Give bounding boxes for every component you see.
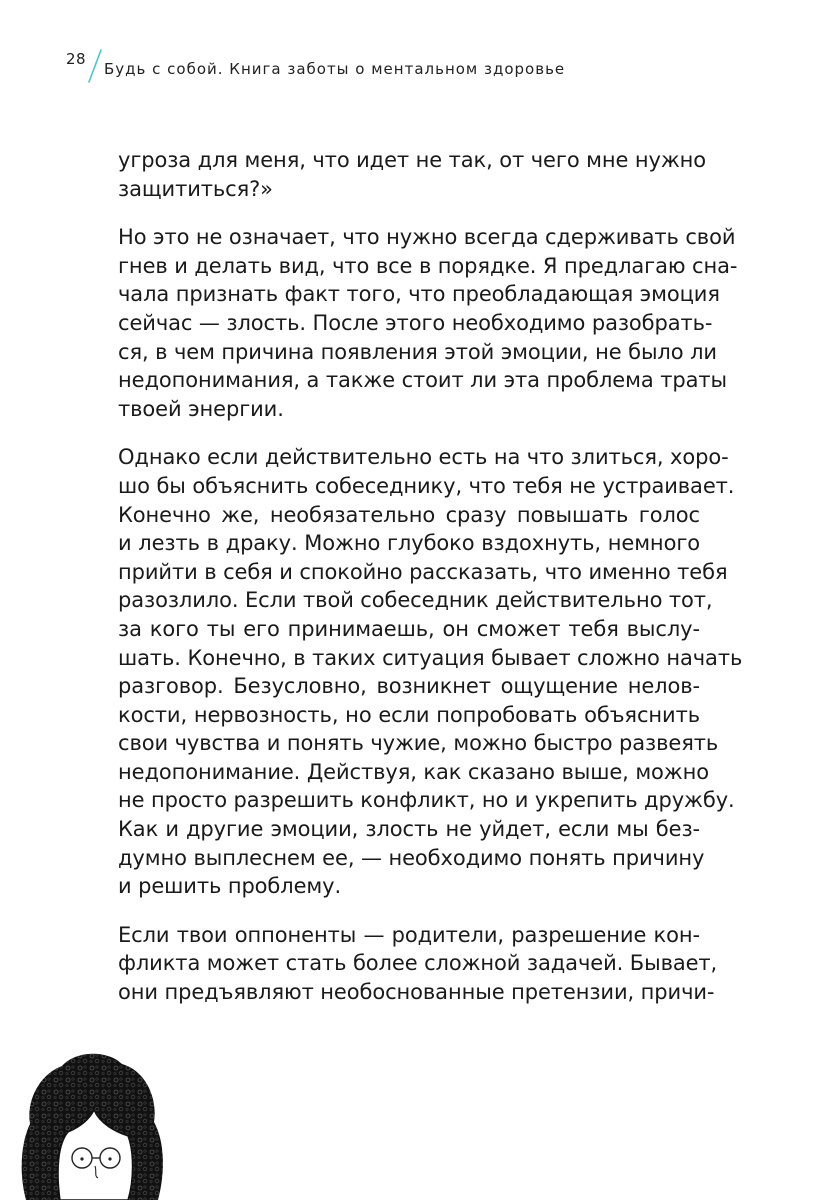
text-line: Конечно же, необязательно сразу повышать голос [118, 502, 700, 527]
text-line: Как и другие эмоции, злость не уйдет, если мы без- [118, 817, 700, 842]
text-line: и лезть в драку. Можно глубоко вздохнуть, немного [118, 531, 700, 556]
text-line: недопонимания, а также стоит ли эта проблема траты [118, 368, 727, 393]
girl-with-glasses-illustration [16, 1040, 166, 1200]
header-slash-divider [86, 48, 104, 84]
text-line: твоей энергии. [118, 396, 284, 421]
text-line: недопонимание. Действуя, как сказано выше, можно [118, 759, 710, 784]
text-line: разговор. Безусловно, возникнет ощущение нелов- [118, 674, 700, 699]
text-line: свои чувства и понять чужие, можно быстро развеять [118, 731, 719, 756]
paragraph [118, 921, 718, 1007]
paragraph [118, 146, 707, 203]
text-line: шо бы объяснить собеседнику, что тебя не устраивает. [118, 473, 735, 498]
text-line: и решить проблему. [118, 874, 342, 899]
text-line: сейчас — злость. После этого необходимо разобрать- [118, 310, 713, 335]
body-text [118, 146, 743, 1027]
text-line: шать. Конечно, в таких ситуация бывает сложно начать [118, 645, 743, 670]
text-line: чала признать факт того, что преобладающая эмоция [118, 282, 720, 307]
text-line: угроза для меня, что идет не так, от чего мне нужно [118, 148, 707, 172]
text-line: ся, в чем причина появления этой эмоции, не было ли [118, 339, 717, 364]
text-line: за кого ты его принимаешь, он сможет тебя выслу- [118, 616, 700, 641]
paragraph [118, 443, 743, 901]
text-line: прийти в себя и спокойно рассказать, что именно тебя [118, 559, 728, 584]
text-line: не просто разрешить конфликт, но и укрепить дружбу. [118, 788, 735, 813]
text-line: защититься?» [118, 176, 273, 201]
text-line: кости, нервозность, но если попробовать объяснить [118, 702, 700, 727]
text-line: Но это не означает, что нужно всегда сдерживать свой [118, 225, 736, 250]
text-line: фликта может стать более сложной задачей. Бывает, [118, 951, 718, 976]
text-line: Однако если действительно есть на что злиться, хоро- [118, 445, 729, 470]
paragraph [118, 223, 738, 423]
text-line: гнев и делать вид, что все в порядке. Я предлагаю сна- [118, 253, 738, 278]
page-number: 28 [66, 50, 87, 68]
book-title: Будь с собой. Книга заботы о ментальном здоровье [104, 60, 566, 78]
text-line: думно выплеснем ее, — необходимо понять причину [118, 845, 705, 870]
text-line: разозлило. Если твой собеседник действительно тот, [118, 588, 713, 613]
text-line: они предъявляют необоснованные претензии, причи- [118, 980, 715, 1005]
text-line: Если твои оппоненты — родители, разрешение кон- [118, 922, 700, 947]
